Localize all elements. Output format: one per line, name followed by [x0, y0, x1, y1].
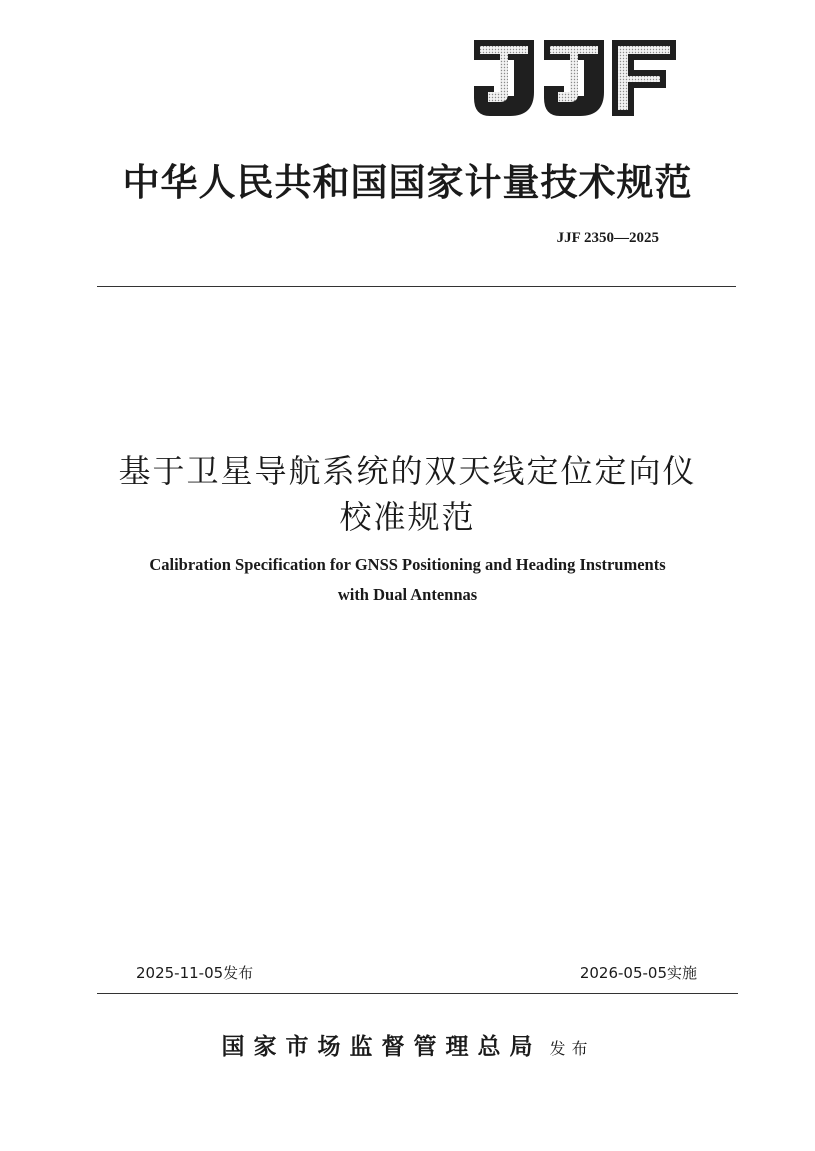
national-standard-title: 中华人民共和国国家计量技术规范: [122, 160, 693, 204]
bottom-divider: [97, 993, 738, 994]
publisher-action: 发布: [549, 1039, 594, 1058]
chinese-title-line-2: 校准规范: [339, 498, 476, 536]
english-title-line-2: with Dual Antennas: [337, 585, 478, 604]
issue-date: 2025-11-05发布: [136, 964, 254, 982]
document-number: JJF 2350—2025: [556, 230, 659, 246]
implementation-date: 2026-05-05实施: [579, 964, 697, 982]
english-title-line-1: Calibration Specification for GNSS Positioning and Heading Instruments: [149, 555, 666, 574]
top-divider: [97, 286, 736, 287]
publisher-name: 国家市场监督管理总局: [221, 1033, 542, 1060]
jjf-logo-icon: [470, 36, 680, 120]
chinese-title-line-1: 基于卫星导航系统的双天线定位定向仪: [118, 452, 697, 490]
publisher: [0, 1028, 815, 1061]
